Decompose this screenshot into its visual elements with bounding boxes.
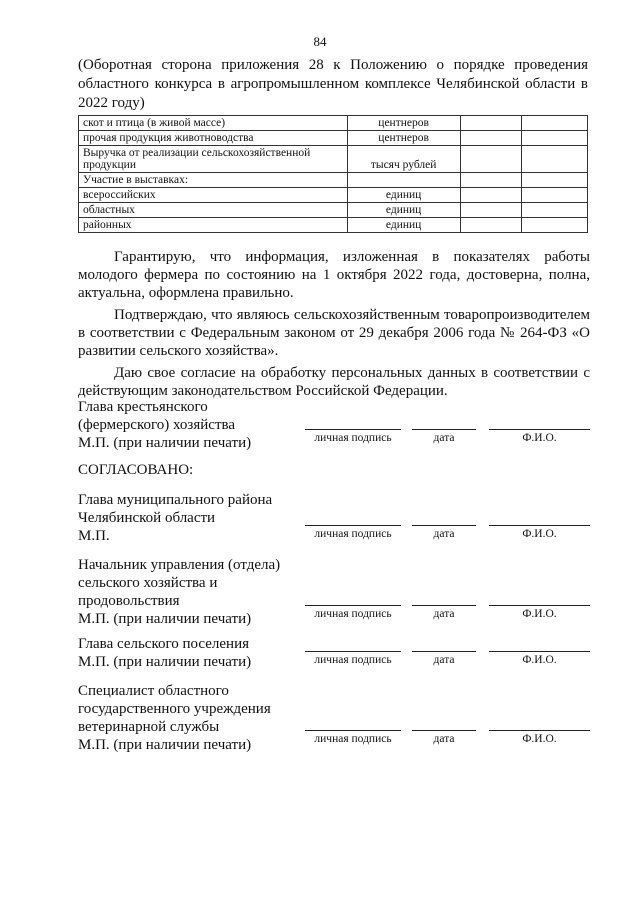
- table-cell-name: прочая продукция животноводства: [79, 131, 348, 146]
- table-cell-value: [522, 116, 588, 131]
- guarantee-paragraph: Гарантирую, что информация, изложенная в показателях работы молодого фермера по состоянию на 1 октября 2022 года, достоверна, полна, актуальна, оформлена правильно.: [78, 249, 590, 301]
- date-line: [412, 651, 476, 652]
- table-cell-value: [460, 203, 521, 218]
- table-row: [79, 188, 588, 203]
- date-line: [412, 605, 476, 606]
- date-caption: дата: [433, 733, 455, 745]
- date-caption: дата: [433, 654, 455, 666]
- table-cell-unit: центнеров: [347, 116, 460, 131]
- signatory-label: Глава крестьянского: [78, 399, 208, 415]
- fio-line: [489, 605, 590, 606]
- signatory-label: Челябинской области: [78, 510, 216, 526]
- table-cell-value: [460, 146, 521, 173]
- table-cell-value: [522, 203, 588, 218]
- table-cell-value: [460, 188, 521, 203]
- table-cell-value: [460, 116, 521, 131]
- signatory-label: М.П.: [78, 528, 110, 544]
- fio-line: [489, 525, 590, 526]
- table-cell-value: [522, 131, 588, 146]
- signature-caption: личная подпись: [314, 432, 392, 444]
- table-cell-value: [522, 218, 588, 233]
- signatory-label: Специалист областного: [78, 683, 229, 699]
- table-cell-name: областных: [79, 203, 348, 218]
- date-line: [412, 525, 476, 526]
- page-number: 84: [313, 34, 327, 49]
- fio-caption: Ф.И.О.: [522, 733, 557, 745]
- table-cell-unit: единиц: [347, 188, 460, 203]
- signature-line: [305, 429, 401, 430]
- table-cell-value: [522, 173, 588, 188]
- signature-caption: личная подпись: [314, 654, 392, 666]
- signatory-label: Начальник управления (отдела): [78, 557, 281, 573]
- table-cell-value: [460, 173, 521, 188]
- signatory-settlement-head: [78, 635, 251, 671]
- date-line: [412, 730, 476, 731]
- table-row: [79, 146, 588, 173]
- table-cell-name: районных: [79, 218, 348, 233]
- fio-line: [489, 651, 590, 652]
- table-row: [79, 218, 588, 233]
- table-cell-value: [522, 188, 588, 203]
- table-cell-value: [522, 146, 588, 173]
- fio-caption: Ф.И.О.: [522, 528, 557, 540]
- table-cell-name: всероссийских: [79, 188, 348, 203]
- confirmation-paragraph: Подтверждаю, что являюсь сельскохозяйственным товаропроизводителем в соответствии с Федеральным законом от 29 декабря 2006 года № 264-ФЗ «О развитии сельского хозяйства».: [78, 307, 590, 359]
- date-caption: дата: [433, 608, 455, 620]
- signatory-label: М.П. (при наличии печати): [78, 654, 252, 670]
- fio-caption: Ф.И.О.: [522, 608, 557, 620]
- table-row: [79, 173, 588, 188]
- table-cell-unit: тысяч рублей: [347, 146, 460, 173]
- agreed-heading: СОГЛАСОВАНО:: [78, 462, 194, 478]
- table-cell-name: скот и птица (в живой массе): [79, 116, 348, 131]
- fio-line: [489, 429, 590, 430]
- signatory-label: государственного учреждения: [78, 701, 271, 717]
- signature-caption: личная подпись: [314, 608, 392, 620]
- signatory-label: М.П. (при наличии печати): [78, 435, 252, 451]
- fio-line: [489, 730, 590, 731]
- table-row: [79, 203, 588, 218]
- signatory-label: сельского хозяйства и: [78, 575, 218, 591]
- signatory-label: продовольствия: [78, 593, 180, 609]
- table-cell-name: Выручка от реализации сельскохозяйственной продукции: [79, 146, 348, 173]
- signature-caption: личная подпись: [314, 528, 392, 540]
- signatory-label: Глава муниципального района: [78, 492, 273, 508]
- table-cell-unit: единиц: [347, 218, 460, 233]
- appendix-header: [78, 56, 588, 113]
- signature-line: [305, 651, 401, 652]
- table-cell-unit: центнеров: [347, 131, 460, 146]
- statements: [78, 248, 590, 400]
- signatory-label: М.П. (при наличии печати): [78, 737, 252, 753]
- table-row: [79, 116, 588, 131]
- date-caption: дата: [433, 528, 455, 540]
- signature-line: [305, 525, 401, 526]
- fio-caption: Ф.И.О.: [522, 654, 557, 666]
- appendix-header-text: (Оборотная сторона приложения 28 к Положению о порядке проведения областного конкурса в агропромышленном комплексе Челябинской области в 2022 году): [78, 57, 588, 111]
- signatory-agriculture-department-head: [78, 556, 280, 628]
- table-row: [79, 131, 588, 146]
- table-cell-value: [460, 218, 521, 233]
- table-cell-unit: [347, 173, 460, 188]
- indicators-table: [78, 115, 588, 233]
- date-caption: дата: [433, 432, 455, 444]
- table-cell-name: Участие в выставках:: [79, 173, 348, 188]
- signature-line: [305, 730, 401, 731]
- signatory-label: М.П. (при наличии печати): [78, 611, 252, 627]
- signature-caption: личная подпись: [314, 733, 392, 745]
- signatory-label: (фермерского) хозяйства: [78, 417, 236, 433]
- signature-line: [305, 605, 401, 606]
- signatory-label: Глава сельского поселения: [78, 636, 250, 652]
- signatory-farm-head: [78, 398, 251, 452]
- signatory-district-head: [78, 491, 272, 545]
- date-line: [412, 429, 476, 430]
- signatory-label: ветеринарной службы: [78, 719, 220, 735]
- table-cell-value: [460, 131, 521, 146]
- table-cell-unit: единиц: [347, 203, 460, 218]
- consent-paragraph: Даю свое согласие на обработку персональных данных в соответствии с действующим законодательством Российской Федерации.: [78, 365, 590, 399]
- fio-caption: Ф.И.О.: [522, 432, 557, 444]
- signatory-veterinary-specialist: [78, 682, 271, 754]
